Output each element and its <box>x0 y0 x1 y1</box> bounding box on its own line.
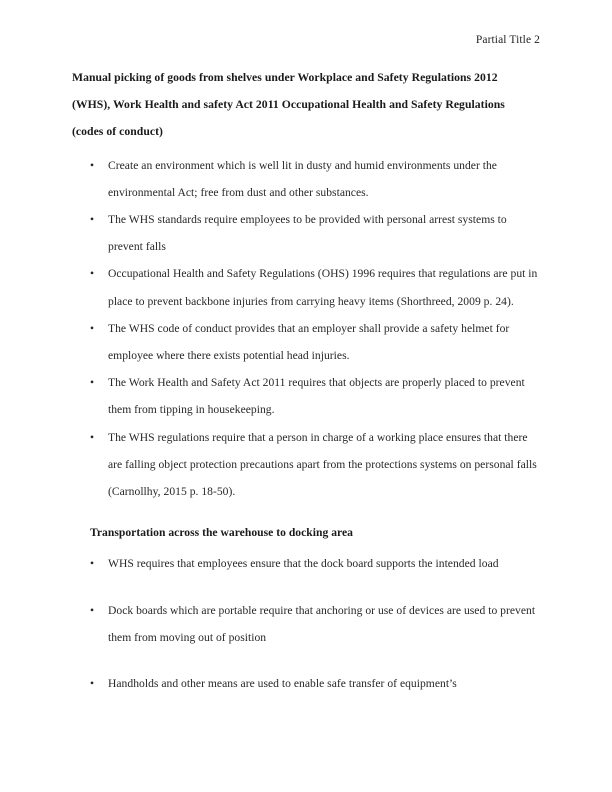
list-item-text: The WHS standards require employees to be provided with personal arrest systems to prevent falls <box>108 213 507 254</box>
page-title <box>72 64 540 146</box>
list-item-text: The Work Health and Safety Act 2011 requires that objects are properly placed to prevent them from tipping in housekeeping. <box>108 376 525 417</box>
list-item-text: Create an environment which is well lit in dusty and humid environments under the environmental Act; free from dust and other substances. <box>108 158 497 199</box>
list-item-text: The WHS code of conduct provides that an employer shall provide a safety helmet for employee where there exists potential head injuries. <box>108 321 510 363</box>
document-body <box>72 64 540 697</box>
page-title-line: (WHS), Work Health and safety Act 2011 Occupational Health and Safety Regulations <box>72 98 505 112</box>
bullet-icon: • <box>90 158 95 172</box>
page-title-line: Manual picking of goods from shelves under Workplace and Safety Regulations 2012 <box>72 71 498 84</box>
list-item-text: WHS requires that employees ensure that the dock board supports the intended load <box>108 557 499 571</box>
page-title-line: (codes of conduct) <box>72 125 163 139</box>
list-item-text: Dock boards which are portable require that anchoring or use of devices are used to prevent them from moving out of position <box>108 603 536 644</box>
manual-picking-bullet-list <box>72 152 540 506</box>
running-header: Partial Title 2 <box>475 34 540 46</box>
list-item-text: Occupational Health and Safety Regulations (OHS) 1996 requires that regulations are put in place to prevent backbone injuries from carrying heavy items (Shorthreed, 2009 p. 24). <box>108 267 538 308</box>
bullet-icon: • <box>90 376 95 390</box>
list-item <box>72 152 540 206</box>
list-item <box>72 260 540 314</box>
list-item <box>72 315 540 369</box>
bullet-icon: • <box>90 557 95 571</box>
list-item <box>72 597 540 651</box>
bullet-icon: • <box>90 267 95 281</box>
list-item-text: The WHS regulations require that a person in charge of a working place ensures that there are falling object protection precautions apart from the protections systems on personal falls (Carnollhy, 2015 p. 18-50). <box>108 430 537 499</box>
bullet-icon: • <box>90 430 95 444</box>
list-item <box>72 206 540 260</box>
list-item-text: Handholds and other means are used to enable safe transfer of equipment’s <box>108 677 457 691</box>
bullet-icon: • <box>90 677 95 691</box>
bullet-icon: • <box>90 603 95 617</box>
bullet-icon: • <box>90 213 95 227</box>
list-item <box>72 424 540 506</box>
list-item <box>72 550 540 577</box>
section-heading-transportation: Transportation across the warehouse to docking area <box>90 526 353 540</box>
list-item <box>72 369 540 423</box>
transportation-bullet-list <box>72 550 540 697</box>
list-item <box>72 670 540 697</box>
bullet-icon: • <box>90 321 95 335</box>
